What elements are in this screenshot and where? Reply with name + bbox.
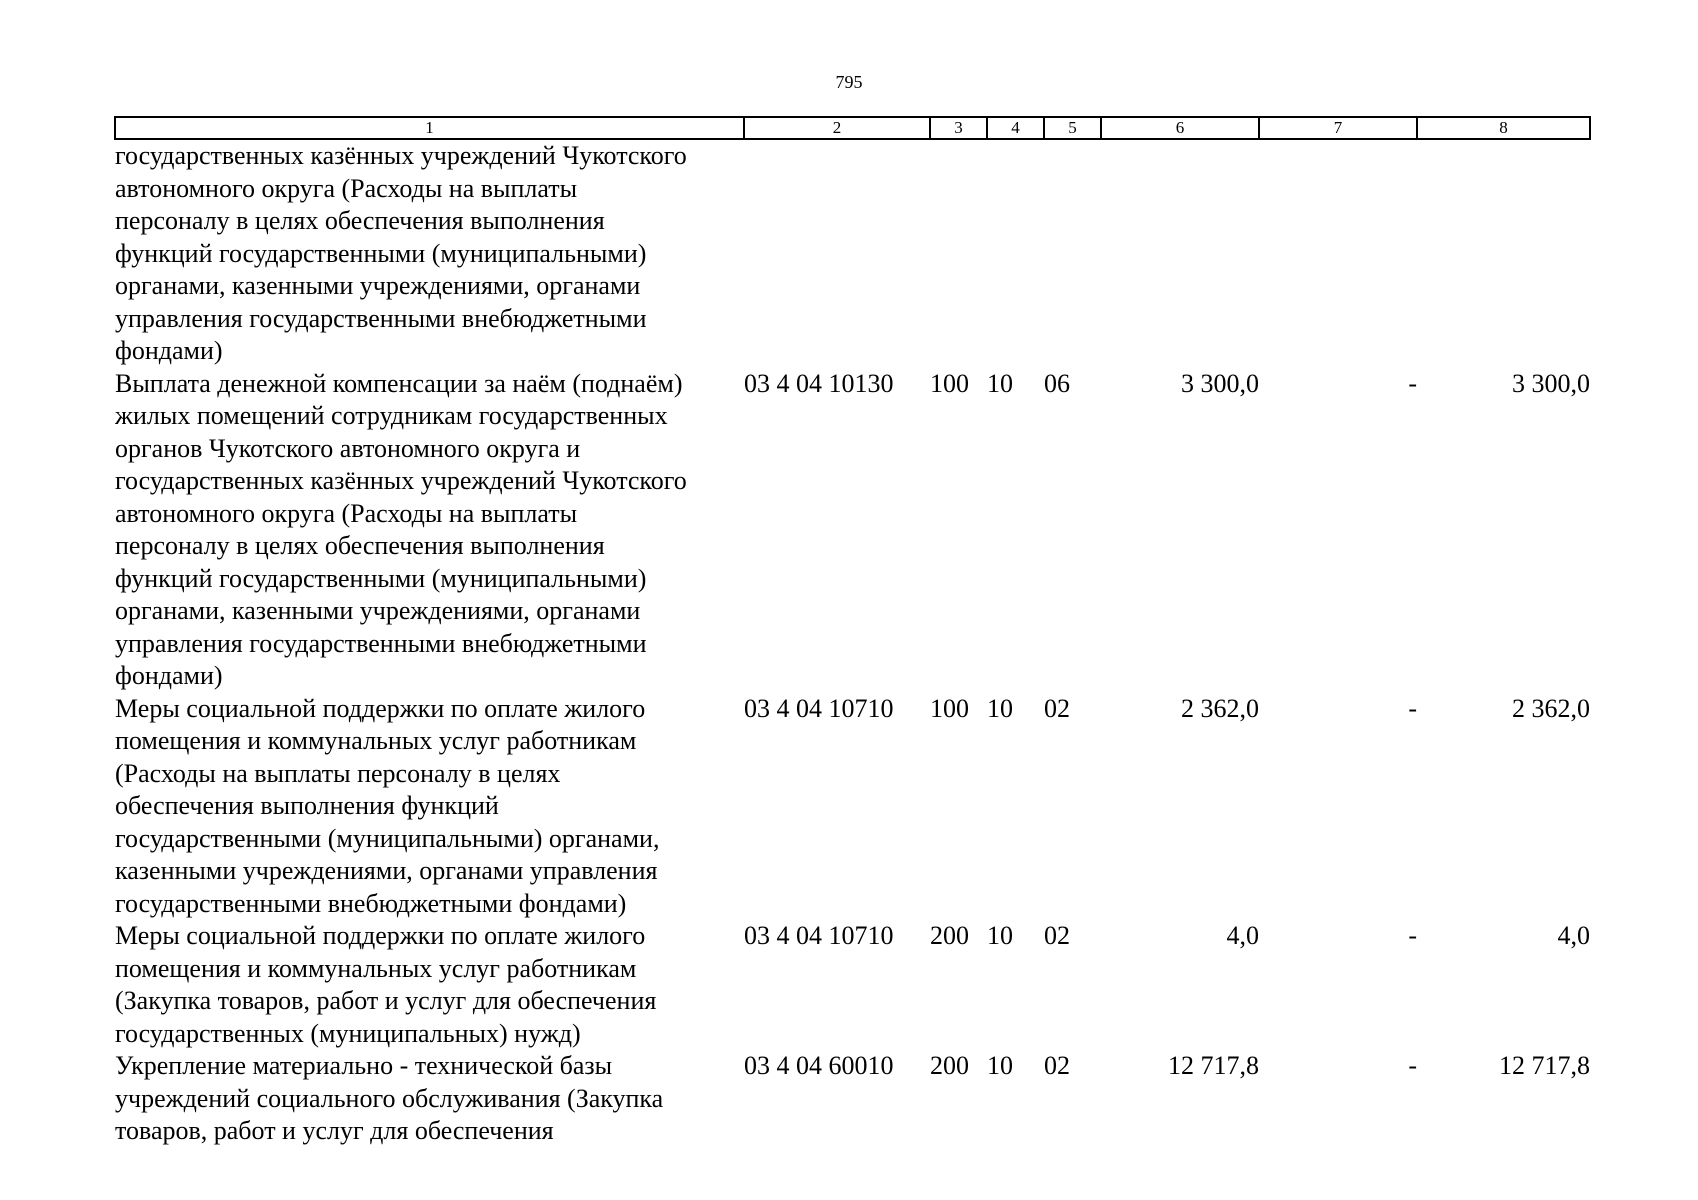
total-amount-cell: 4,0 xyxy=(1226,921,1259,950)
csr-cell: 03 4 04 10130 xyxy=(744,368,894,398)
rz-cell: 10 xyxy=(987,921,1013,950)
regional-amount-cell: 2 362,0 xyxy=(1512,693,1590,723)
row-name-line: автономного округа (Расходы на выплаты xyxy=(115,173,578,203)
column-header-8: 8 xyxy=(1417,117,1590,139)
row-name-line: органами, казенными учреждениями, органами xyxy=(115,596,641,625)
total-amount-cell: 2 362,0 xyxy=(1181,693,1259,723)
vr-cell: 100 xyxy=(930,368,969,398)
rz-cell: 10 xyxy=(987,368,1013,398)
csr-cell: 03 4 04 10710 xyxy=(744,693,894,723)
column-header-7: 7 xyxy=(1259,117,1417,139)
row-name-line: государственными (муниципальными) органами, xyxy=(115,823,660,853)
row-name-line: автономного округа (Расходы на выплаты xyxy=(115,498,578,528)
table-row xyxy=(115,920,1590,1050)
row-name-line: фондами) xyxy=(115,336,223,365)
federal-amount-cell: - xyxy=(1408,693,1417,723)
column-header-2: 2 xyxy=(744,117,930,139)
row-name-line: государственных (муниципальных) нужд) xyxy=(115,1018,581,1048)
vr-cell: 100 xyxy=(930,693,969,723)
column-header-1: 1 xyxy=(115,117,744,139)
federal-amount-cell: - xyxy=(1408,1051,1417,1080)
row-name-line: персоналу в целях обеспечения выполнения xyxy=(115,531,605,560)
row-name-line: Выплата денежной компенсации за наём (поднаём) xyxy=(115,368,683,398)
table-row xyxy=(115,368,1590,693)
regional-amount-cell xyxy=(1417,139,1590,368)
table-row xyxy=(115,693,1590,921)
row-name-line: государственных казённых учреждений Чукотского xyxy=(115,141,687,170)
column-header-4: 4 xyxy=(987,117,1044,139)
row-name-line: функций государственными (муниципальными) xyxy=(115,238,647,268)
row-name-line: жилых помещений сотрудникам государственных xyxy=(115,401,668,430)
rz-cell: 10 xyxy=(987,1051,1013,1080)
row-name-line: помещения и коммунальных услуг работникам xyxy=(115,953,637,983)
total-amount-cell: 3 300,0 xyxy=(1181,368,1259,398)
vr-cell xyxy=(930,139,987,368)
pr-cell: 02 xyxy=(1044,921,1070,950)
pr-cell: 02 xyxy=(1044,693,1070,723)
total-amount-cell xyxy=(1101,139,1259,368)
row-name-line: учреждений социального обслуживания (Закупка xyxy=(115,1083,664,1113)
row-name-line: органов Чукотского автономного округа и xyxy=(115,433,581,463)
row-name-line: (Расходы на выплаты персоналу в целях xyxy=(115,758,561,788)
row-name-line: управления государственными внебюджетными xyxy=(115,628,647,658)
regional-amount-cell: 12 717,8 xyxy=(1499,1051,1590,1080)
row-name-line: казенными учреждениями, органами управления xyxy=(115,856,658,885)
row-name-cell xyxy=(115,368,744,693)
row-name-line: Меры социальной поддержки по оплате жилого xyxy=(115,921,646,950)
row-name-line: помещения и коммунальных услуг работникам xyxy=(115,726,637,755)
column-number-row xyxy=(115,117,1590,139)
csr-cell: 03 4 04 10710 xyxy=(744,921,894,950)
table-header xyxy=(115,117,1590,139)
federal-amount-cell: - xyxy=(1408,368,1417,398)
total-amount-cell: 12 717,8 xyxy=(1168,1051,1259,1080)
regional-amount-cell: 4,0 xyxy=(1557,921,1590,950)
rz-cell: 10 xyxy=(987,693,1013,723)
budget-table-wrapper xyxy=(114,116,1591,1148)
table-row xyxy=(115,139,1590,368)
pr-cell: 02 xyxy=(1044,1051,1070,1080)
row-name-cell xyxy=(115,139,744,368)
page-number: 795 xyxy=(835,72,863,92)
pr-cell: 06 xyxy=(1044,368,1070,398)
row-name-cell xyxy=(115,693,744,921)
row-name-line: Укрепление материально - технической базы xyxy=(115,1051,613,1080)
row-name-line: товаров, работ и услуг для обеспечения xyxy=(115,1116,554,1145)
table-body xyxy=(115,139,1590,1148)
pr-cell xyxy=(1044,139,1101,368)
row-name-line: государственных казённых учреждений Чукотского xyxy=(115,466,687,495)
row-name-line: функций государственными (муниципальными) xyxy=(115,563,647,593)
rz-cell xyxy=(987,139,1044,368)
table-row xyxy=(115,1050,1590,1148)
row-name-line: государственными внебюджетными фондами) xyxy=(115,888,627,918)
column-header-5: 5 xyxy=(1044,117,1101,139)
row-name-line: управления государственными внебюджетными xyxy=(115,303,647,333)
federal-amount-cell: - xyxy=(1408,921,1417,950)
federal-amount-cell xyxy=(1259,139,1417,368)
row-name-line: (Закупка товаров, работ и услуг для обеспечения xyxy=(115,986,657,1015)
regional-amount-cell: 3 300,0 xyxy=(1512,368,1590,398)
column-header-6: 6 xyxy=(1101,117,1259,139)
vr-cell: 200 xyxy=(930,921,969,950)
row-name-line: персоналу в целях обеспечения выполнения xyxy=(115,206,605,235)
row-name-line: органами, казенными учреждениями, органами xyxy=(115,271,641,300)
row-name-cell xyxy=(115,1050,744,1148)
row-name-line: фондами) xyxy=(115,661,223,690)
csr-cell xyxy=(744,139,930,368)
row-name-line: обеспечения выполнения функций xyxy=(115,791,499,820)
budget-table xyxy=(114,116,1591,1148)
row-name-cell xyxy=(115,920,744,1050)
row-name-line: Меры социальной поддержки по оплате жилого xyxy=(115,693,646,723)
csr-cell: 03 4 04 60010 xyxy=(744,1051,894,1080)
vr-cell: 200 xyxy=(930,1051,969,1080)
column-header-3: 3 xyxy=(930,117,987,139)
